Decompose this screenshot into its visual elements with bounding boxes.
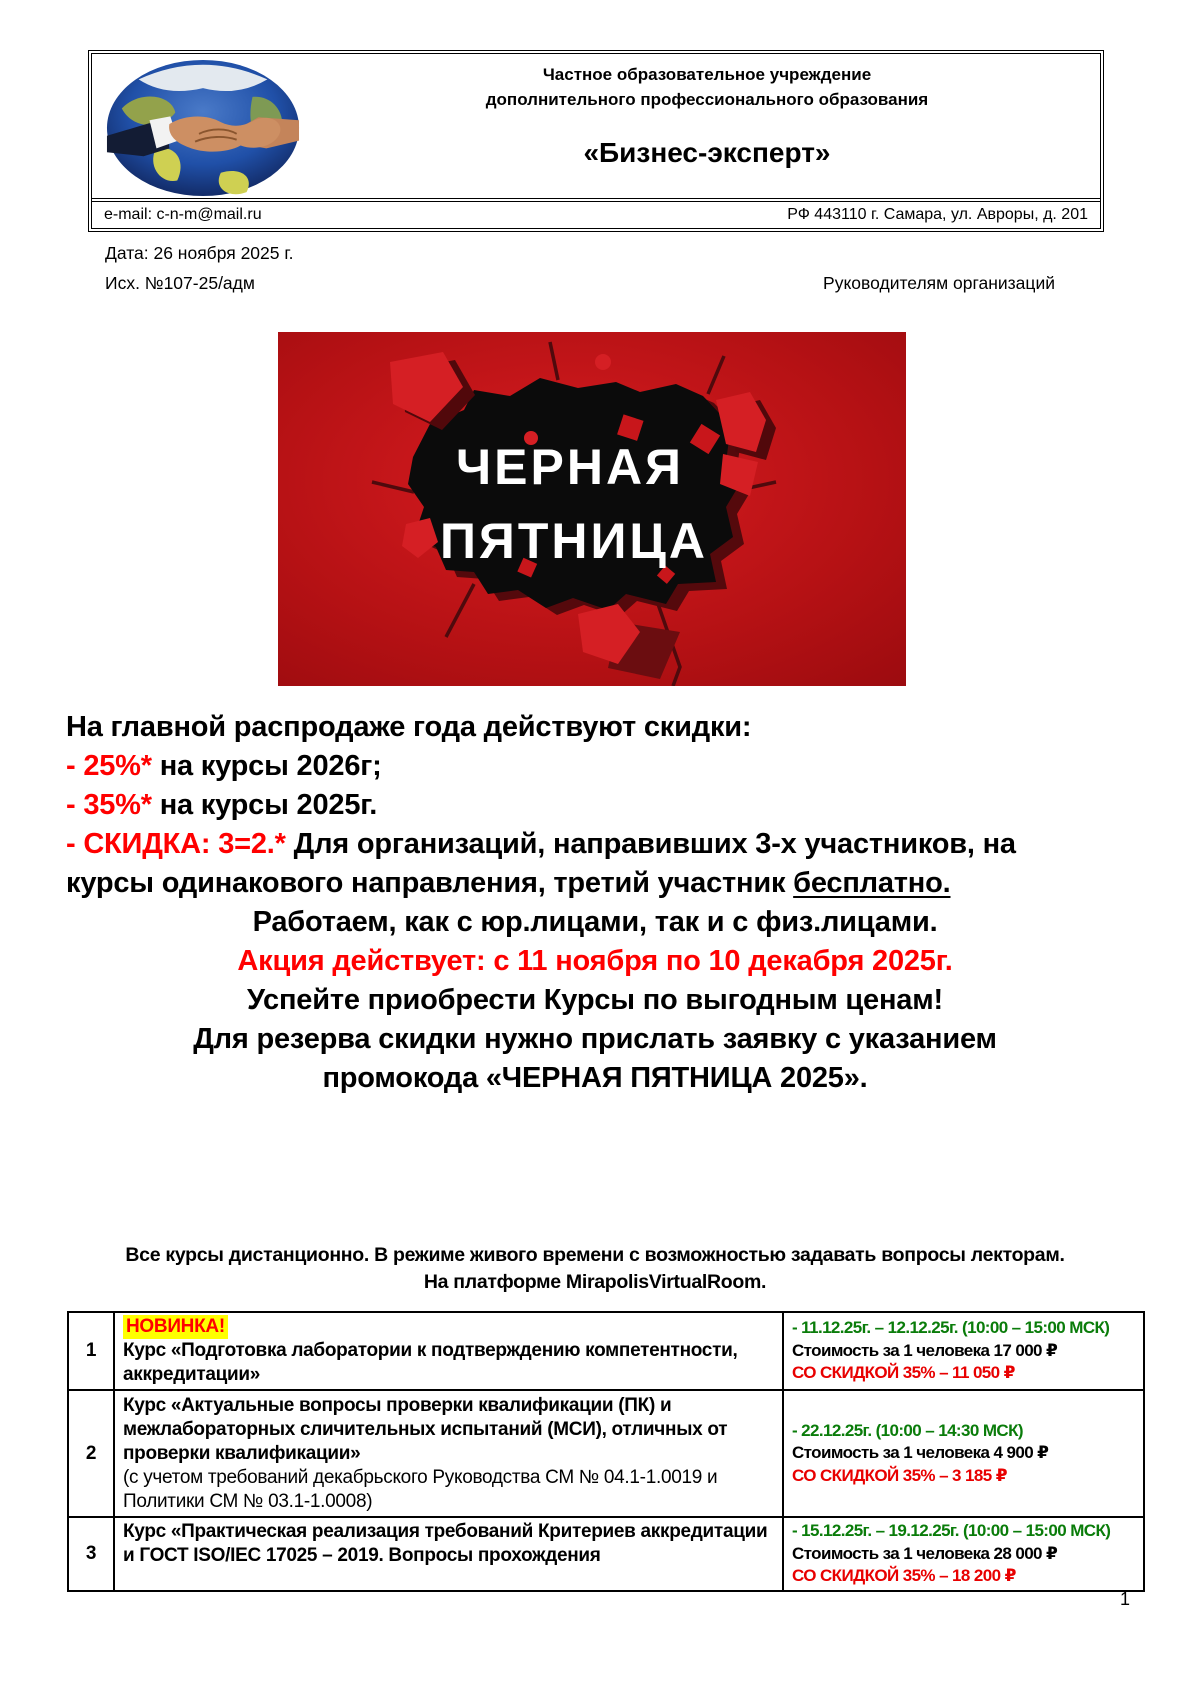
discount-25-value: - 25%* [66, 750, 152, 782]
row-number: 3 [68, 1517, 114, 1591]
discount-3for2-line2-text: курсы одинакового направления, третий участник [66, 867, 794, 899]
org-address: РФ 443110 г. Самара, ул. Авроры, д. 201 [787, 206, 1088, 223]
table-row-2 [68, 1390, 1144, 1517]
course-price: Стоимость за 1 человека 28 000 ₽ [792, 1543, 1058, 1563]
price-cell [783, 1312, 1144, 1390]
hurry-line: Успейте приобрести Курсы по выгодным ценам! [247, 984, 943, 1016]
letterhead [88, 50, 1104, 232]
course-schedule: - 15.12.25г. – 19.12.25г. (10:00 – 15:00 МСК) [792, 1521, 1111, 1540]
table-row-1 [68, 1312, 1144, 1390]
clients-line: Работаем, как с юр.лицами, так и с физ.лицами. [252, 906, 938, 938]
ref-number-line: Исх. №107-25/адм [105, 273, 255, 293]
discount-35-line [66, 786, 1124, 825]
promo-intro: На главной распродаже года действуют скидки: [66, 711, 752, 743]
course-discount-price: СО СКИДКОЙ 35% – 3 185 ₽ [792, 1465, 1007, 1485]
promo-block [66, 708, 1124, 1098]
org-email: e-mail: c-n-m@mail.ru [104, 206, 262, 223]
discount-35-rest: на курсы 2025г. [151, 789, 378, 821]
promo-code-line2: промокода «ЧЕРНАЯ ПЯТНИЦА 2025». [322, 1062, 868, 1094]
table-row-3 [68, 1517, 1144, 1591]
banner-title-line1: ЧЕРНАЯ [456, 439, 684, 495]
black-friday-banner [278, 332, 906, 686]
course-schedule: - 22.12.25г. (10:00 – 14:30 МСК) [792, 1420, 1023, 1440]
globe-handshake-logo-icon [104, 58, 302, 198]
course-note: (с учетом требований декабрьского Руководства СМ № 04.1-1.0019 и Политики СМ № 03.1-1.0008) [123, 1466, 718, 1512]
banner-title-line2: ПЯТНИЦА [439, 513, 709, 569]
org-name: «Бизнес-эксперт» [583, 137, 831, 168]
page-number: 1 [1120, 1589, 1131, 1609]
course-discount-price: СО СКИДКОЙ 35% – 11 050 ₽ [792, 1363, 1015, 1383]
course-title: Курс «Практическая реализация требований Критериев аккредитации и ГОСТ ISO/IEC 17025 – 2019. Вопросы прохождения [123, 1521, 768, 1566]
discount-25-line [66, 747, 1124, 786]
course-cell [114, 1312, 783, 1390]
courses-table [67, 1311, 1145, 1592]
free-word-underlined: бесплатно. [793, 867, 951, 899]
discount-25-rest: на курсы 2026г; [151, 750, 382, 782]
org-type-line2: дополнительного профессионального образования [485, 90, 929, 109]
format-note-line1: Все курсы дистанционно. В режиме живого времени с возможностью задавать вопросы лекторам. [125, 1244, 1065, 1266]
course-discount-price: СО СКИДКОЙ 35% – 18 200 ₽ [792, 1566, 1016, 1585]
course-schedule: - 11.12.25г. – 12.12.25г. (10:00 – 15:00 МСК) [792, 1318, 1110, 1338]
promo-period-line: Акция действует: с 11 ноября по 10 декабря 2025г. [237, 945, 953, 977]
course-cell [114, 1390, 783, 1517]
org-title-block [322, 62, 1092, 169]
date-line: Дата: 26 ноября 2025 г. [105, 243, 294, 263]
letterhead-contact-row [92, 198, 1100, 228]
new-badge: НОВИНКА! [123, 1315, 228, 1339]
discount-3for2-line2 [66, 864, 1124, 903]
price-cell [783, 1517, 1144, 1591]
format-note [66, 1242, 1124, 1296]
discount-3for2-rest: Для организаций, направивших 3-х участников, на [285, 828, 1016, 860]
course-cell [114, 1517, 783, 1591]
addressee-line: Руководителям организаций [823, 273, 1055, 293]
letterhead-main [92, 54, 1100, 198]
row-number: 1 [68, 1312, 114, 1390]
course-price: Стоимость за 1 человека 17 000 ₽ [792, 1340, 1058, 1360]
course-title: Курс «Актуальные вопросы проверки квалификации (ПК) и межлабораторных сличительных испытаний (МСИ), отличных от проверки квалификации» [123, 1394, 728, 1464]
course-price: Стоимость за 1 человека 4 900 ₽ [792, 1443, 1049, 1463]
discount-3for2-line1 [66, 825, 1124, 864]
format-note-line2: На платформе MirapolisVirtualRoom. [423, 1271, 767, 1293]
promo-code-line1: Для резерва скидки нужно прислать заявку с указанием [193, 1023, 997, 1055]
price-cell [783, 1390, 1144, 1517]
org-type-line1: Частное образовательное учреждение [542, 65, 872, 84]
discount-3for2-value: - СКИДКА: 3=2.* [66, 828, 286, 860]
letter-meta [105, 243, 1055, 294]
course-title: Курс «Подготовка лаборатории к подтверждению компетентности, аккредитации» [123, 1340, 738, 1385]
row-number: 2 [68, 1390, 114, 1517]
discount-35-value: - 35%* [66, 789, 152, 821]
